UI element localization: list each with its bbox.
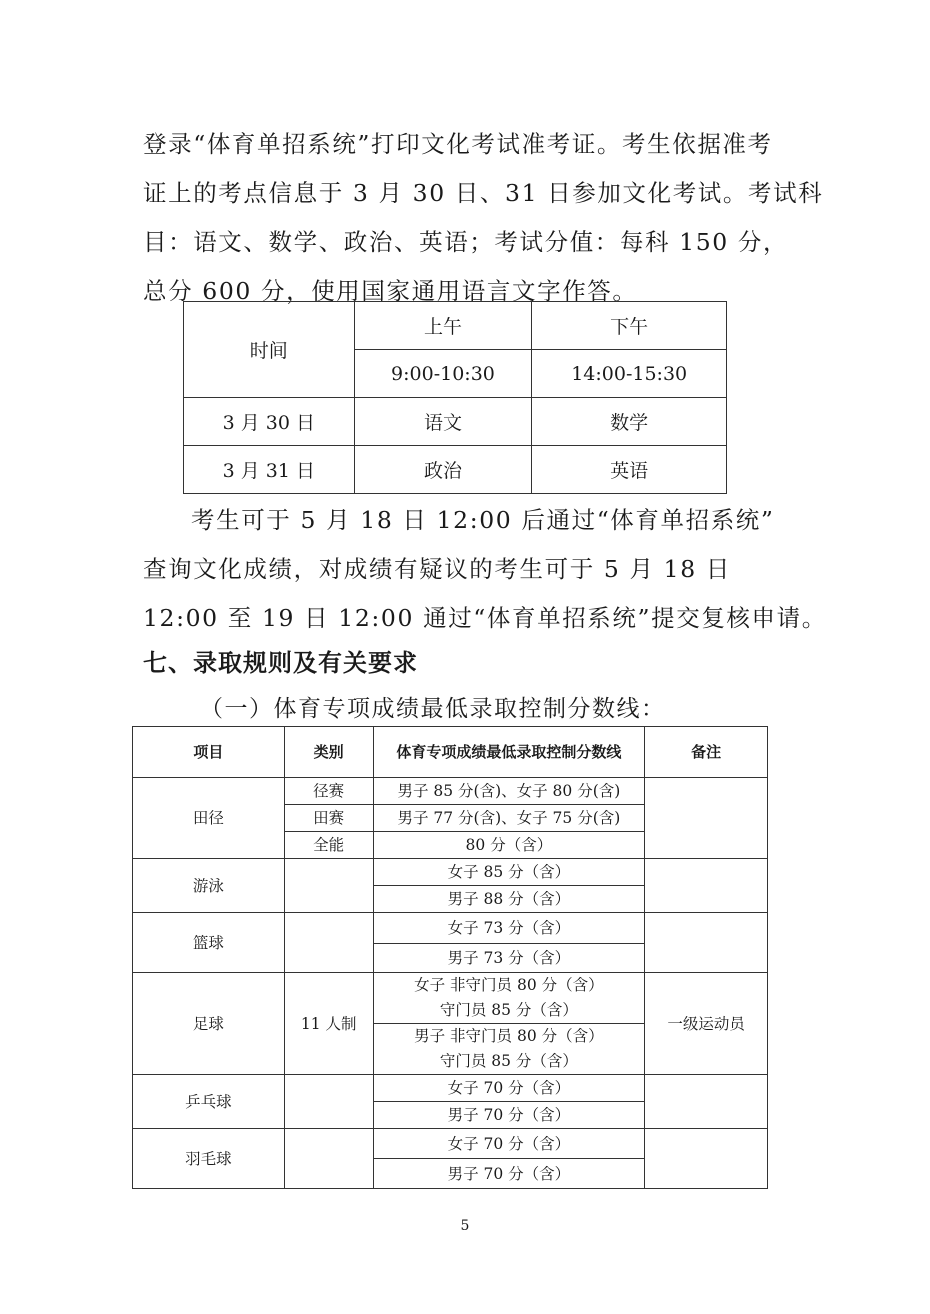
sport-name: 游泳 <box>133 859 285 913</box>
remark-header: 备注 <box>645 727 768 778</box>
score-line: 男子 非守门员 80 分（含） <box>414 1027 604 1045</box>
morning-time: 9:00-10:30 <box>354 350 532 398</box>
category-header: 类别 <box>284 727 373 778</box>
remark-cell <box>645 1075 768 1129</box>
paragraph-line: 目：语文、数学、政治、英语；考试分值：每科 150 分， <box>143 228 789 256</box>
remark-cell <box>645 778 768 859</box>
score-cell: 女子 85 分（含） <box>373 859 645 886</box>
remark-cell <box>645 913 768 973</box>
table-row <box>133 973 768 1024</box>
category-cell <box>284 859 373 913</box>
intro-paragraph <box>143 120 823 316</box>
category-cell: 田赛 <box>284 805 373 832</box>
table-row <box>133 913 768 944</box>
category-cell <box>284 913 373 973</box>
afternoon-time: 14:00-15:30 <box>532 350 727 398</box>
score-cell: 女子 70 分（含） <box>373 1075 645 1102</box>
score-cell: 男子 77 分(含)、女子 75 分(含) <box>373 805 645 832</box>
table-row <box>133 859 768 886</box>
morning-subject: 语文 <box>354 398 532 446</box>
morning-subject: 政治 <box>354 446 532 494</box>
table-row <box>133 778 768 805</box>
table-row <box>184 398 727 446</box>
sport-name: 乒乓球 <box>133 1075 285 1129</box>
category-cell <box>284 1075 373 1129</box>
score-cell: 男子 88 分（含） <box>373 886 645 913</box>
paragraph-line: 登录“体育单招系统”打印文化考试准考证。考生依据准考 <box>143 130 773 158</box>
sport-name: 足球 <box>133 973 285 1075</box>
category-cell: 径赛 <box>284 778 373 805</box>
afternoon-header: 下午 <box>532 302 727 350</box>
score-cell <box>373 973 645 1024</box>
paragraph-line: 12:00 至 19 日 12:00 通过“体育单招系统”提交复核申请。 <box>143 604 827 632</box>
paragraph-line: 证上的考点信息于 3 月 30 日、31 日参加文化考试。考试科 <box>143 179 824 207</box>
score-cell: 80 分（含） <box>373 832 645 859</box>
section-heading: 七、录取规则及有关要求 <box>143 649 418 677</box>
score-line: 守门员 85 分（含） <box>439 1052 578 1070</box>
score-cell: 男子 73 分（含） <box>373 944 645 973</box>
score-cell: 女子 70 分（含） <box>373 1129 645 1159</box>
score-cell: 女子 73 分（含） <box>373 913 645 944</box>
afternoon-subject: 数学 <box>532 398 727 446</box>
category-cell: 全能 <box>284 832 373 859</box>
paragraph-line: 总分 600 分，使用国家通用语言文字作答。 <box>143 277 638 305</box>
score-query-paragraph <box>143 496 827 643</box>
score-cell <box>373 1024 645 1075</box>
subsection-heading: （一）体育专项成绩最低录取控制分数线： <box>200 696 666 722</box>
score-header: 体育专项成绩最低录取控制分数线 <box>373 727 645 778</box>
table-row <box>133 1075 768 1102</box>
category-cell <box>284 1129 373 1189</box>
table-row <box>184 446 727 494</box>
sport-name: 篮球 <box>133 913 285 973</box>
item-header: 项目 <box>133 727 285 778</box>
cutoff-score-table <box>132 726 768 1189</box>
page-number: 5 <box>460 1218 470 1234</box>
exam-date: 3 月 30 日 <box>184 398 355 446</box>
afternoon-subject: 英语 <box>532 446 727 494</box>
time-header: 时间 <box>184 302 355 398</box>
score-cell: 男子 85 分(含)、女子 80 分(含) <box>373 778 645 805</box>
sport-name: 田径 <box>133 778 285 859</box>
remark-cell <box>645 859 768 913</box>
score-cell: 男子 70 分（含） <box>373 1102 645 1129</box>
sport-name: 羽毛球 <box>133 1129 285 1189</box>
remark-cell: 一级运动员 <box>645 973 768 1075</box>
paragraph-line: 查询文化成绩，对成绩有疑议的考生可于 5 月 18 日 <box>143 555 731 583</box>
table-row <box>133 1129 768 1159</box>
exam-date: 3 月 31 日 <box>184 446 355 494</box>
score-line: 女子 非守门员 80 分（含） <box>414 976 604 994</box>
exam-schedule-table <box>183 301 727 494</box>
score-cell: 男子 70 分（含） <box>373 1159 645 1189</box>
paragraph-line: 考生可于 5 月 18 日 12:00 后通过“体育单招系统” <box>191 506 775 534</box>
remark-cell <box>645 1129 768 1189</box>
category-cell: 11 人制 <box>284 973 373 1075</box>
score-line: 守门员 85 分（含） <box>439 1001 578 1019</box>
morning-header: 上午 <box>354 302 532 350</box>
